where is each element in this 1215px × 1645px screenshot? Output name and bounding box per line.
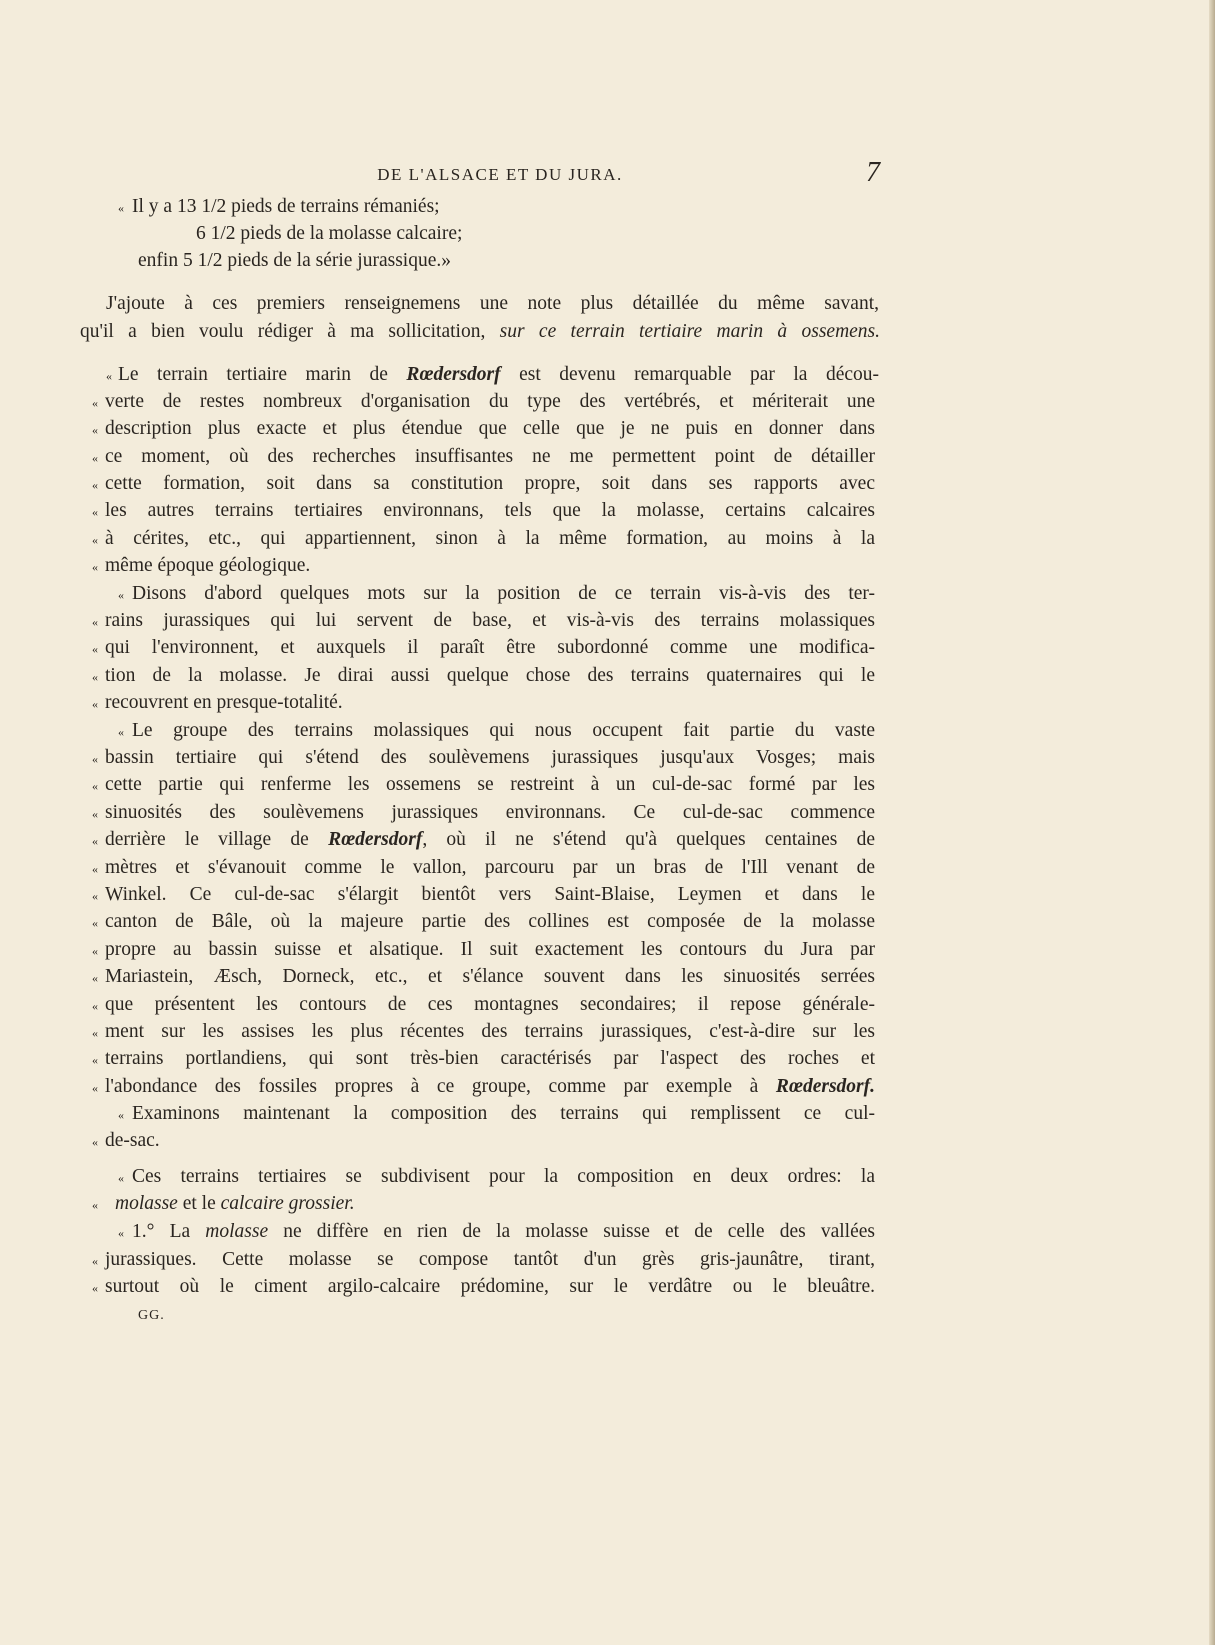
line-text: bassin tertiaire qui s'étend des soulèvemens jurassiques jusqu'aux Vosges; mais — [105, 747, 875, 768]
quote-mark: « — [92, 1053, 98, 1067]
text-line — [0, 771, 1215, 798]
quote-mark: « — [118, 1226, 124, 1240]
quote-mark: « — [92, 697, 98, 711]
quote-mark: « — [92, 1135, 98, 1149]
line-text: J'ajoute à ces premiers renseignemens une note plus détaillée du même savant, — [106, 293, 879, 314]
text-line — [0, 634, 1215, 661]
text-line — [0, 193, 1215, 220]
line-text: enfin 5 1/2 pieds de la série jurassique.» — [138, 250, 451, 271]
text-line — [0, 662, 1215, 689]
line-text: mètres et s'évanouit comme le vallon, parcouru par un bras de l'Ill venant de — [105, 857, 875, 878]
text-line — [0, 854, 1215, 881]
quote-mark: « — [92, 944, 98, 958]
quote-mark: « — [118, 201, 124, 215]
line-text: derrière le village de Rœdersdorf, où il ne s'étend qu'à quelques centaines de — [105, 829, 875, 850]
quote-mark: « — [92, 862, 98, 876]
line-text: 1.° La molasse ne diffère en rien de la molasse suisse et de celle des vallées — [132, 1221, 875, 1242]
text-line — [0, 388, 1215, 415]
line-text: de-sac. — [105, 1130, 160, 1151]
line-text: ce moment, où des recherches insuffisantes ne me permettent point de détailler — [105, 446, 875, 467]
text-line — [0, 607, 1215, 634]
running-head: DE L'ALSACE ET DU JURA. — [377, 165, 623, 184]
text-line — [0, 908, 1215, 935]
line-text: que présentent les contours de ces montagnes secondaires; il repose générale- — [105, 994, 875, 1015]
text-line — [0, 826, 1215, 853]
quote-mark: « — [92, 779, 98, 793]
text-line — [0, 580, 1215, 607]
text-line — [0, 497, 1215, 524]
quote-mark: « — [92, 670, 98, 684]
line-text: canton de Bâle, où la majeure partie des collines est composée de la molasse — [105, 911, 875, 932]
text-line — [0, 936, 1215, 963]
line-text: Examinons maintenant la composition des terrains qui remplissent ce cul- — [132, 1103, 875, 1124]
quote-mark: « — [92, 834, 98, 848]
text-line — [0, 552, 1215, 579]
quote-mark: « — [92, 1081, 98, 1095]
quote-mark: « — [118, 588, 124, 602]
line-text: description plus exacte et plus étendue que celle que je ne puis en donner dans — [105, 418, 875, 439]
text-line — [0, 1100, 1215, 1127]
line-text: Il y a 13 1/2 pieds de terrains rémaniés; — [132, 196, 440, 217]
text-line — [0, 1045, 1215, 1072]
quote-mark: « — [92, 1281, 98, 1295]
quote-mark: « — [92, 889, 98, 903]
signature-mark: GG. — [138, 1308, 165, 1323]
quote-mark: « — [106, 369, 112, 383]
text-line — [0, 525, 1215, 552]
line-text: molasse et le calcaire grossier. — [115, 1193, 355, 1214]
line-text: jurassiques. Cette molasse se compose tantôt d'un grès gris-jaunâtre, tirant, — [105, 1249, 875, 1270]
quote-mark: « — [118, 1108, 124, 1122]
quote-mark: « — [92, 1026, 98, 1040]
line-text: même époque géologique. — [105, 555, 311, 576]
line-text: verte de restes nombreux d'organisation du type des vertébrés, et mériterait une — [105, 391, 875, 412]
line-text: 6 1/2 pieds de la molasse calcaire; — [196, 223, 463, 244]
text-line — [0, 1073, 1215, 1100]
line-text: rains jurassiques qui lui servent de base, et vis-à-vis des terrains molassiques — [105, 610, 875, 631]
text-line — [0, 717, 1215, 744]
line-text: qu'il a bien voulu rédiger à ma sollicitation, sur ce terrain tertiaire marin à ossemens. — [80, 321, 881, 342]
text-line — [0, 290, 1215, 317]
line-text: l'abondance des fossiles propres à ce groupe, comme par exemple à Rœdersdorf. — [105, 1076, 875, 1097]
quote-mark: « — [92, 752, 98, 766]
page-number: 7 — [866, 157, 880, 188]
text-line — [0, 1163, 1215, 1190]
text-line — [0, 443, 1215, 470]
quote-mark: « — [92, 971, 98, 985]
text-line — [0, 318, 1215, 345]
line-text: les autres terrains tertiaires environnans, tels que la molasse, certains calcaires — [105, 500, 875, 521]
line-text: Mariastein, Æsch, Dorneck, etc., et s'élance souvent dans les sinuosités serrées — [105, 966, 875, 987]
line-text: ment sur les assises les plus récentes des terrains jurassiques, c'est-à-dire sur les — [105, 1021, 875, 1042]
text-line — [0, 963, 1215, 990]
quote-mark: « — [92, 423, 98, 437]
line-text: surtout où le ciment argilo-calcaire prédomine, sur le verdâtre ou le bleuâtre. — [105, 1276, 875, 1297]
line-text: à cérites, etc., qui appartiennent, sinon à la même formation, au moins à la — [105, 528, 875, 549]
text-line — [0, 991, 1215, 1018]
page-header — [120, 157, 880, 191]
line-text: propre au bassin suisse et alsatique. Il suit exactement les contours du Jura par — [105, 939, 875, 960]
line-text: Le groupe des terrains molassiques qui nous occupent fait partie du vaste — [132, 720, 875, 741]
text-line — [0, 881, 1215, 908]
quote-mark: « — [92, 807, 98, 821]
quote-mark: « — [118, 1171, 124, 1185]
quote-mark: « — [92, 478, 98, 492]
line-text: qui l'environnent, et auxquels il paraît être subordonné comme une modifica- — [105, 637, 875, 658]
text-line — [0, 415, 1215, 442]
quote-mark: « — [92, 642, 98, 656]
line-text: cette formation, soit dans sa constitution propre, soit dans ses rapports avec — [105, 473, 875, 494]
text-line — [0, 1273, 1215, 1300]
quote-mark: « — [118, 725, 124, 739]
line-text: terrains portlandiens, qui sont très-bien caractérisés par l'aspect des roches et — [105, 1048, 875, 1069]
text-line — [0, 1127, 1215, 1154]
text-line — [0, 1190, 1215, 1217]
text-line — [0, 247, 1215, 274]
quote-mark: « — [92, 1198, 98, 1212]
quote-mark: « — [92, 396, 98, 410]
text-line — [0, 1018, 1215, 1045]
quote-mark: « — [92, 560, 98, 574]
line-text: sinuosités des soulèvemens jurassiques environnans. Ce cul-de-sac commence — [105, 802, 875, 823]
text-line — [0, 744, 1215, 771]
text-line — [0, 1246, 1215, 1273]
quote-mark: « — [92, 533, 98, 547]
line-text: tion de la molasse. Je dirai aussi quelque chose des terrains quaternaires qui le — [105, 665, 875, 686]
line-text: cette partie qui renferme les ossemens se restreint à un cul-de-sac formé par les — [105, 774, 875, 795]
text-line — [0, 361, 1215, 388]
quote-mark: « — [92, 451, 98, 465]
quote-mark: « — [92, 999, 98, 1013]
quote-mark: « — [92, 916, 98, 930]
line-text: recouvrent en presque-totalité. — [105, 692, 343, 713]
line-text: Winkel. Ce cul-de-sac s'élargit bientôt vers Saint-Blaise, Leymen et dans le — [105, 884, 875, 905]
text-line — [0, 1218, 1215, 1245]
text-line — [0, 689, 1215, 716]
line-text: Disons d'abord quelques mots sur la position de ce terrain vis-à-vis des ter- — [132, 583, 875, 604]
text-line — [0, 470, 1215, 497]
quote-mark: « — [92, 505, 98, 519]
quote-mark: « — [92, 615, 98, 629]
line-text: Ces terrains tertiaires se subdivisent pour la composition en deux ordres: la — [132, 1166, 875, 1187]
text-line — [0, 799, 1215, 826]
line-text: Le terrain tertiaire marin de Rœdersdorf est devenu remarquable par la décou- — [118, 364, 879, 385]
quote-mark: « — [92, 1254, 98, 1268]
text-line — [0, 220, 1215, 247]
